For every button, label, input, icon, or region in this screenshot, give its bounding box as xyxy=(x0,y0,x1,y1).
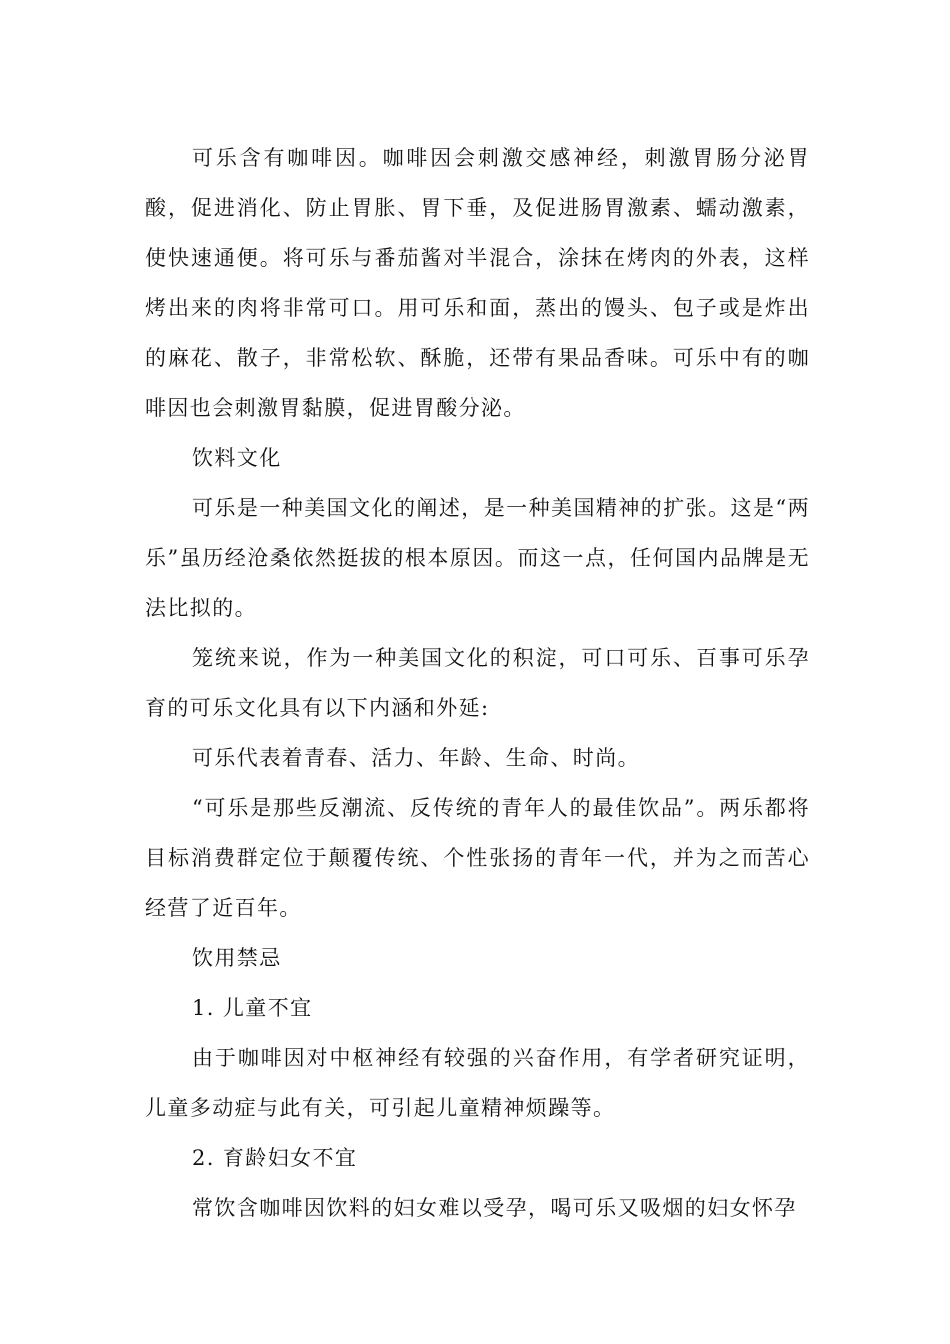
document-body xyxy=(145,133,810,1233)
paragraph-american-culture: 可乐是一种美国文化的阐述，是一种美国精神的扩张。这是“两乐”虽历经沧桑依然挺拔的根本原因。而这一点，任何国内品牌是无法比拟的。 xyxy=(145,496,810,620)
paragraph-women-detail: 常饮含咖啡因饮料的妇女难以受孕，喝可乐又吸烟的妇女怀孕 xyxy=(192,1196,797,1220)
paragraph-children-detail: 由于咖啡因对中枢神经有较强的兴奋作用，有学者研究证明，儿童多动症与此有关，可引起儿童精神烦躁等。 xyxy=(145,1046,810,1120)
heading-beverage-culture: 饮料文化 xyxy=(192,446,282,470)
paragraph-cola-caffeine: 可乐含有咖啡因。咖啡因会刺激交感神经，刺激胃肠分泌胃酸，促进消化、防止胃胀、胃下垂，及促进肠胃激素、蠕动激素，使快速通便。将可乐与番茄酱对半混合，涂抹在烤肉的外表，这样烤出来的肉将非常可口。用可乐和面，蒸出的馒头、包子或是炸出的麻花、散子，非常松软、酥脆，还带有果品香味。可乐中有的咖啡因也会刺激胃黏膜，促进胃酸分泌。 xyxy=(145,146,810,420)
list-item-women: 2. 育龄妇女不宜 xyxy=(192,1146,358,1170)
paragraph-youth-target: “可乐是那些反潮流、反传统的青年人的最佳饮品”。两乐都将目标消费群定位于颠覆传统、个性张扬的青年一代，并为之而苦心经营了近百年。 xyxy=(145,796,810,920)
list-item-children: 1. 儿童不宜 xyxy=(192,996,313,1020)
heading-drinking-taboos: 饮用禁忌 xyxy=(192,946,282,970)
paragraph-cola-represents: 可乐代表着青春、活力、年龄、生命、时尚。 xyxy=(192,746,640,770)
paragraph-cola-culture-intro: 笼统来说，作为一种美国文化的积淀，可口可乐、百事可乐孕育的可乐文化具有以下内涵和外延: xyxy=(145,646,810,720)
